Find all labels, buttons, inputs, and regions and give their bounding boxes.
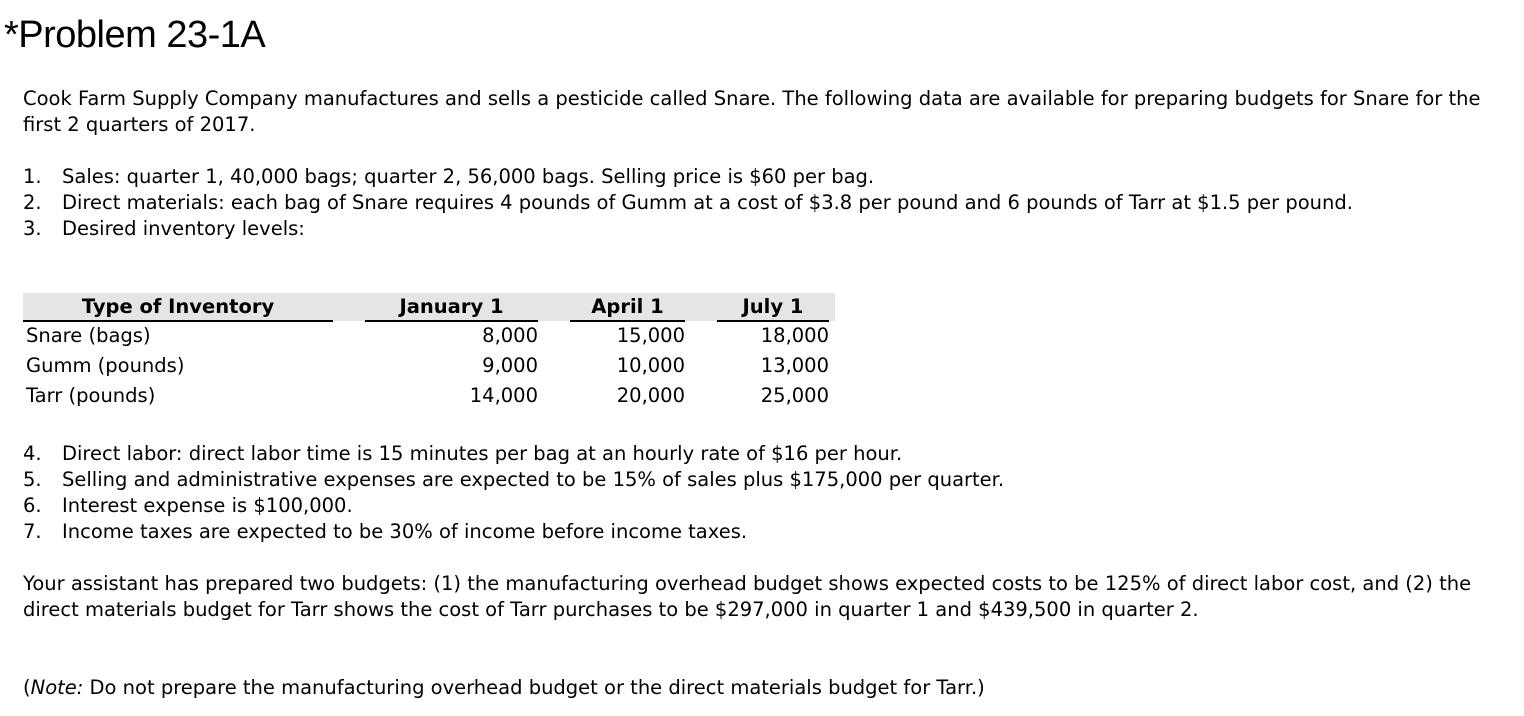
list-item [23,216,1453,242]
list-item-number: 6. [23,494,42,517]
value-january-1: 14,000 [469,384,538,407]
value-january-1: 8,000 [482,324,538,347]
header-january-1: January 1 [365,294,538,322]
list-item-text: Direct materials: each bag of Snare requires 4 pounds of Gumm at a cost of $3.8 per pound and 6 pounds of Tarr at $1.5 per pound. [62,191,1353,214]
inventory-type: Gumm (pounds) [26,354,185,377]
list-item [23,519,1453,545]
list-item [23,190,1453,216]
note-text: Do not prepare the manufacturing overhead budget or the direct materials budget for Tarr.) [83,676,985,699]
note-paragraph [23,675,1483,701]
list-item-text: Income taxes are expected to be 30% of income before income taxes. [62,520,748,543]
table-row [23,351,835,381]
table-row [23,381,835,411]
value-april-1: 20,000 [616,384,685,407]
value-july-1: 25,000 [760,384,829,407]
data-list-top [23,164,1453,242]
list-item-number: 5. [23,468,42,491]
note-open-paren: ( [23,676,31,699]
inventory-type: Tarr (pounds) [26,384,156,407]
list-item [23,164,1453,190]
value-july-1: 18,000 [760,324,829,347]
inventory-table-header [23,293,835,321]
data-list-bottom [23,441,1453,545]
table-row [23,321,835,351]
list-item-number: 2. [23,191,42,214]
list-item-number: 7. [23,520,42,543]
value-april-1: 10,000 [616,354,685,377]
value-july-1: 13,000 [760,354,829,377]
list-item-number: 1. [23,165,42,188]
list-item-text: Desired inventory levels: [62,217,305,240]
value-january-1: 9,000 [482,354,538,377]
inventory-table [23,293,835,411]
intro-paragraph: Cook Farm Supply Company manufactures and sells a pesticide called Snare. The following data are available for preparing budgets for Snare for the first 2 quarters of 2017. [23,87,1481,136]
list-item [23,441,1453,467]
list-item-text: Direct labor: direct labor time is 15 minutes per bag at an hourly rate of $16 per hour. [62,442,903,465]
list-item [23,467,1453,493]
assistant-paragraph: Your assistant has prepared two budgets: (1) the manufacturing overhead budget shows expected costs to be 125% of direct labor cost, and (2) the direct materials budget for Tarr shows the cost of Tarr purchases to be $297,000 in quarter 1 and $439,500 in quarter 2. [23,572,1472,621]
problem-title: *Problem 23-1A [4,14,266,56]
list-item-number: 4. [23,442,42,465]
header-april-1: April 1 [570,294,685,322]
value-april-1: 15,000 [616,324,685,347]
list-item-text: Interest expense is $100,000. [62,494,353,517]
note-label: Note: [30,676,84,699]
list-item-number: 3. [23,217,42,240]
header-type-of-inventory: Type of Inventory [23,294,333,322]
list-item-text: Sales: quarter 1, 40,000 bags; quarter 2, 56,000 bags. Selling price is $60 per bag. [62,165,875,188]
header-july-1: July 1 [717,294,829,322]
list-item [23,493,1453,519]
inventory-type: Snare (bags) [26,324,151,347]
list-item-text: Selling and administrative expenses are expected to be 15% of sales plus $175,000 per quarter. [62,468,1005,491]
